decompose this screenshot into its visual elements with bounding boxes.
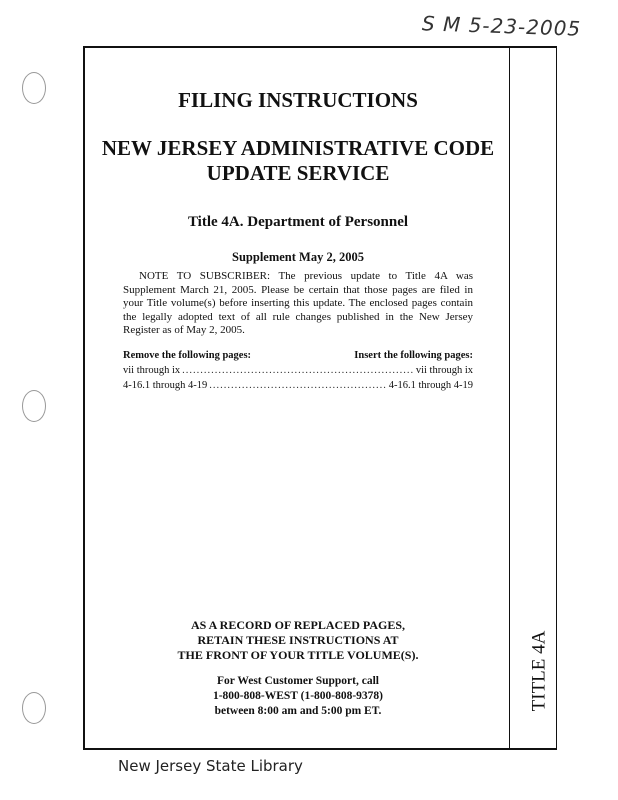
punch-hole-bottom [22, 692, 46, 724]
dot-leader [182, 365, 414, 376]
record-line: AS A RECORD OF REPLACED PAGES, [190, 618, 406, 632]
handwritten-date-note: S M 5-23-2005 [421, 11, 582, 41]
title-department: Title 4A. Department of Personnel [187, 214, 409, 230]
code-title-line1: NEW JERSEY ADMINISTRATIVE CODE [101, 136, 495, 160]
remove-pages: 4-16.1 through 4-19 [123, 380, 208, 391]
page-row [123, 380, 473, 391]
record-line: RETAIN THESE INSTRUCTIONS AT [197, 633, 399, 647]
note-to-subscriber [123, 270, 473, 338]
supplement-date: Supplement May 2, 2005 [232, 250, 364, 264]
support-line: 1-800-808-WEST (1-800-808-9378) [212, 690, 384, 702]
punch-hole-middle [22, 390, 46, 422]
record-line: THE FRONT OF YOUR TITLE VOLUME(S). [177, 648, 419, 662]
tab-label-text: TITLE 4A [528, 630, 550, 712]
support-line: For West Customer Support, call [217, 675, 379, 687]
record-notice [86, 618, 510, 663]
dot-leader [209, 380, 386, 391]
library-stamp: New Jersey State Library [118, 757, 303, 775]
punch-hole-top [22, 72, 46, 104]
customer-support [86, 674, 510, 719]
insert-pages: 4-16.1 through 4-19 [388, 380, 473, 391]
support-line: between 8:00 am and 5:00 pm ET. [214, 705, 382, 717]
insert-header: Insert the following pages: [354, 350, 473, 361]
code-title-line2: UPDATE SERVICE [206, 161, 390, 185]
remove-header: Remove the following pages: [123, 350, 252, 361]
page-columns-header [123, 350, 473, 361]
page-title: FILING INSTRUCTIONS [178, 88, 418, 112]
insert-pages: vii through ix [415, 365, 473, 376]
title-tab [519, 626, 559, 716]
remove-pages: vii through ix [123, 365, 181, 376]
note-text: NOTE TO SUBSCRIBER: The previous update to Title 4A was Supplement March 21, 2005. Please be certain that those pages are filed in your Title volume(s) before inserting this update. The enclosed pages contain the legally adopted text of all rule changes published in the New Jersey Register as of May 2, 2005. [123, 270, 473, 336]
page-row [123, 365, 473, 376]
